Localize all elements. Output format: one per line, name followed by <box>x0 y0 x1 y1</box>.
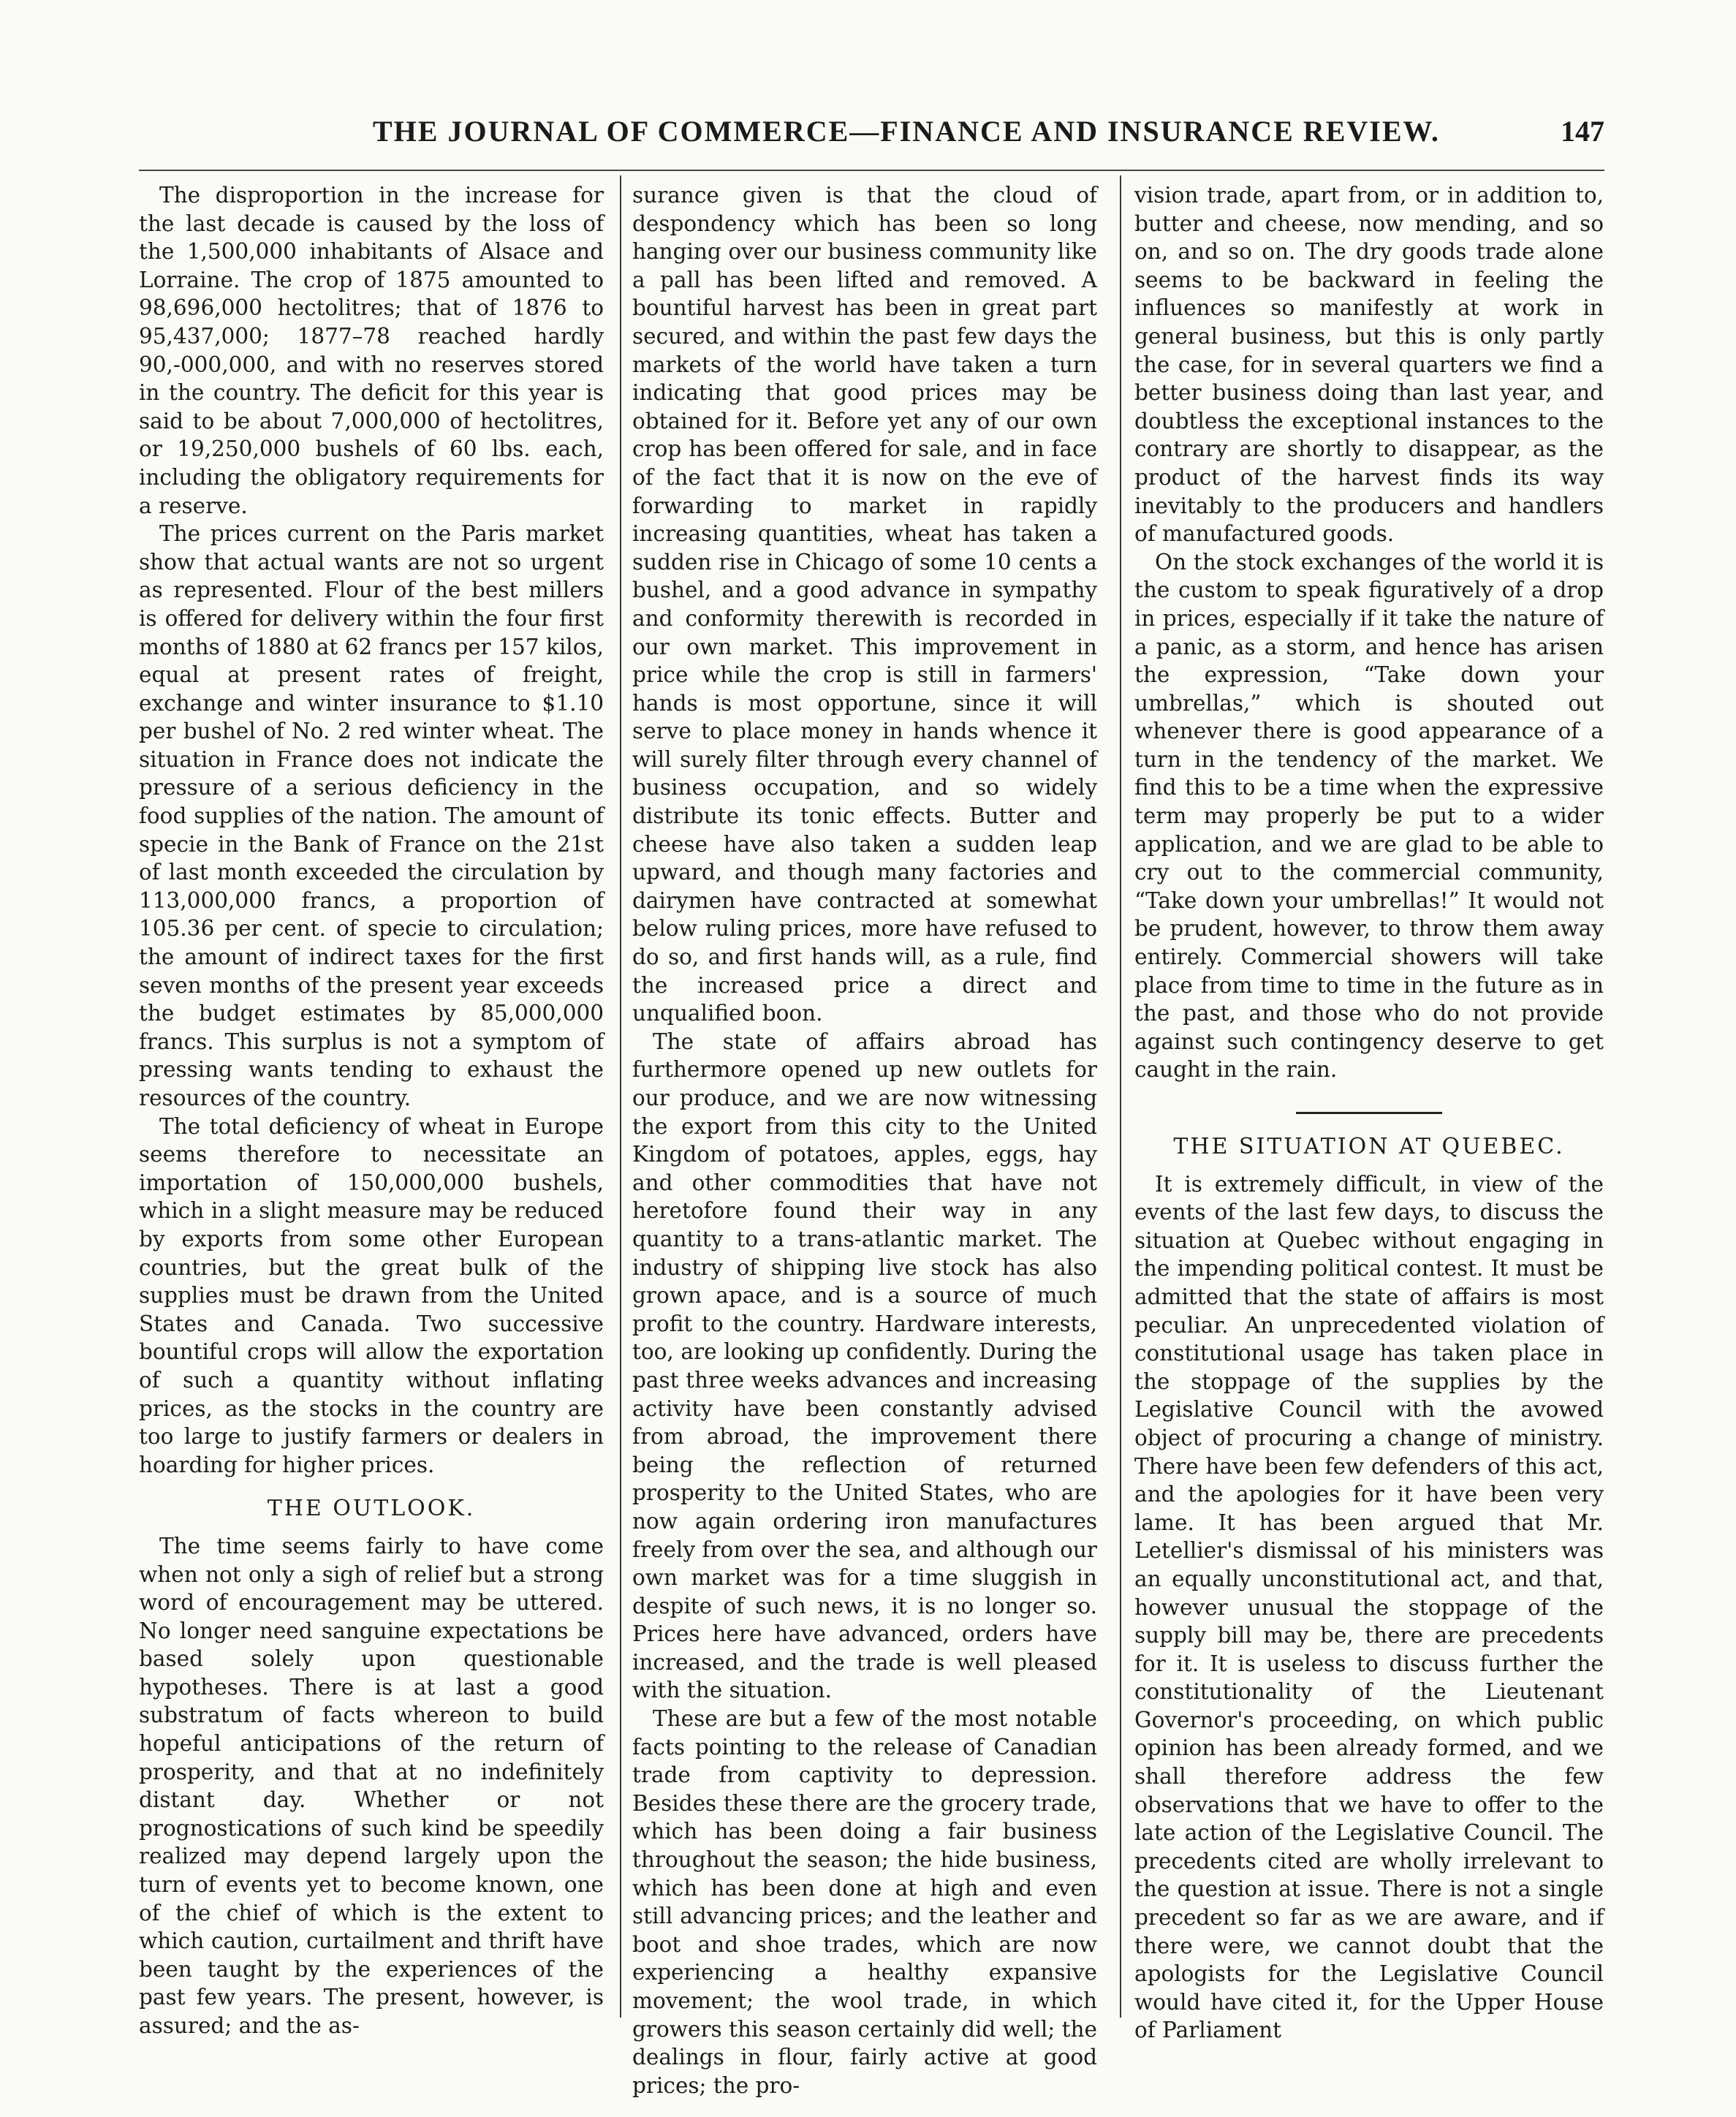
column-3 <box>1134 181 1604 2043</box>
section-divider <box>1296 1112 1442 1114</box>
paragraph: These are but a few of the most notable facts pointing to the release of Canadian trade from captivity to depression. Besides these there are the grocery trade, which has been doing a fair business throughout the season; the hide business, which has been done at high and even still advancing prices; and the leather and boot and shoe trades, which are now experiencing a healthy expansive movement; the wool trade, in which growers this season certainly did well; the dealings in flour, fairly active at good prices; the pro- <box>632 1706 1097 2098</box>
header-rule <box>139 170 1604 171</box>
paragraph: The prices current on the Paris market show that actual wants are not so urgent as represented. Flour of the best millers is offered for delivery within the four first months of 1880 at 62 francs per 157 kilos, equal at present rates of freight, exchange and winter insurance to $1.10 per bushel of No. 2 red winter wheat. The situation in France does not indicate the pressure of a serious deficiency in the food supplies of the nation. The amount of specie in the Bank of France on the 21st of last month exceeded the circulation by 113,000,000 francs, a proportion of 105.36 per cent. of specie to circulation; the amount of indirect taxes for the first seven months of the present year exceeds the budget estimates by 85,000,000 francs. This surplus is not a symptom of pressing wants tending to exhaust the resources of the country. <box>139 521 604 1110</box>
paragraph: surance given is that the cloud of despondency which has been so long hanging over our business community like a pall has been lifted and removed. A bountiful harvest has been in great part secured, and within the past few days the markets of the world have taken a turn indicating that good prices may be obtained for it. Before yet any of our own crop has been offered for sale, and in face of the fact that it is now on the eve of forwarding to market in rapidly increasing quantities, wheat has taken a sudden rise in Chicago of some 10 cents a bushel, and a good advance in sympathy and conformity therewith is recorded in our own market. This improvement in price while the crop is still in farmers' hands is most opportune, since it will serve to place money in hands whence it will surely filter through every channel of business occupation, and so widely distribute its tonic effects. Butter and cheese have also taken a sudden leap upward, and though many factories and dairymen have contracted at somewhat below ruling prices, more have refused to do so, and first hands will, as a rule, find the increased price a direct and unqualified boon. <box>632 183 1097 1026</box>
page-header <box>139 108 1604 159</box>
paragraph: The state of affairs abroad has furthermore opened up new outlets for our produce, and we are now witnessing the export from this city to the United Kingdom of potatoes, apples, eggs, hay and other commodities that have not heretofore found their way in any quantity to a trans-atlantic market. The industry of shipping live stock has also grown apace, and is a source of much profit to the country. Hardware interests, too, are looking up confidently. During the past three weeks advances and increasing activity have been constantly advised from abroad, the improvement there being the reflection of returned prosperity to the United States, who are now again ordering iron manufactures freely from over the sea, and although our own market was for a time sluggish in despite of such news, it is no longer so. Prices here have advanced, orders have increased, and the trade is well pleased with the situation. <box>632 1029 1097 1703</box>
journal-title: THE JOURNAL OF COMMERCE—FINANCE AND INSURANCE REVIEW. <box>373 115 1440 148</box>
paragraph: The total deficiency of wheat in Europe seems therefore to necessitate an importation of 150,000,000 bushels, which in a slight measure may be reduced by exports from some other European countries, but the great bulk of the supplies must be drawn from the United States and Canada. Two successive bountiful crops will allow the exportation of such a quantity without inflating prices, as the stocks in the country are too large to justify farmers or dealers in hoarding for higher prices. <box>139 1113 604 1477</box>
paragraph: The time seems fairly to have come when not only a sigh of relief but a strong word of encouragement may be uttered. No longer need sanguine expectations be based solely upon questionable hypotheses. There is at last a good substratum of facts whereon to build hopeful anticipations of the return of prosperity, and that at no indefinitely distant day. Whether or not prognostications of such kind be speedily realized may depend largely upon the turn of events yet to become known, one of the chief of which is the extent to which caution, curtailment and thrift have been taught by the experiences of the past few years. The present, however, is assured; and the as- <box>139 1533 604 2038</box>
column-2 <box>632 181 1097 2098</box>
paragraph: It is extremely difficult, in view of the events of the last few days, to discuss the situation at Quebec without engaging in the impending political contest. It must be admitted that the state of affairs is most peculiar. An unprecedented violation of constitutional usage has taken place in the stoppage of the supplies by the Legislative Council with the avowed object of procuring a change of ministry. There have been few defenders of this act, and the apologies for it have been very lame. It has been argued that Mr. Letellier's dismissal of his ministers was an equally unconstitutional act, and that, however unusual the stoppage of the supply bill may be, there are precedents for it. It is useless to discuss further the constitutionality of the Lieutenant Governor's proceeding, on which public opinion has been already formed, and we shall therefore address the few observations that we have to offer to the late action of the Legislative Council. The precedents cited are wholly irrelevant to the question at issue. There is not a single precedent so far as we are aware, and if there were, we cannot doubt that the apologists for the Legislative Council would have cited it, for the Upper House of Parliament <box>1134 1171 1604 2043</box>
section-heading-quebec: THE SITUATION AT QUEBEC. <box>1173 1134 1565 1159</box>
paragraph: The disproportion in the increase for the last decade is caused by the loss of the 1,500,000 inhabitants of Alsace and Lorraine. The crop of 1875 amounted to 98,696,000 hectolitres; that of 1876 to 95,437,000; 1877–78 reached hardly 90,-000,000, and with no reserves stored in the country. The deficit for this year is said to be about 7,000,000 of hectolitres, or 19,250,000 bushels of 60 lbs. each, including the obligatory requirements for a reserve. <box>139 183 604 518</box>
page-number: 147 <box>1561 115 1604 148</box>
column-divider <box>620 175 621 2018</box>
paragraph: On the stock exchanges of the world it is the custom to speak figuratively of a drop in prices, especially if it take the nature of a panic, as a storm, and hence has arisen the expression, “Take down your umbrellas,” which is shouted out whenever there is good appearance of a turn in the tendency of the market. We find this to be a time when the expressive term may properly be put to a wider application, and we are glad to be able to cry out to the commercial community, “Take down your umbrellas!” It would not be prudent, however, to throw them away entirely. Commercial showers will take place from time to time in the future as in the past, and those who do not provide against such contingency deserve to get caught in the rain. <box>1134 549 1604 1083</box>
column-divider <box>1120 175 1121 2018</box>
column-1 <box>139 181 604 2038</box>
paragraph: vision trade, apart from, or in addition to, butter and cheese, now mending, and so on, and so on. The dry goods trade alone seems to be backward in feeling the influences so manifestly at work in general business, but this is only partly the case, for in several quarters we find a better business doing than last year, and doubtless the exceptional instances to the contrary are shortly to disappear, as the product of the harvest finds its way inevitably to the producers and handlers of manufactured goods. <box>1134 183 1604 547</box>
section-heading-outlook: THE OUTLOOK. <box>267 1496 476 1522</box>
